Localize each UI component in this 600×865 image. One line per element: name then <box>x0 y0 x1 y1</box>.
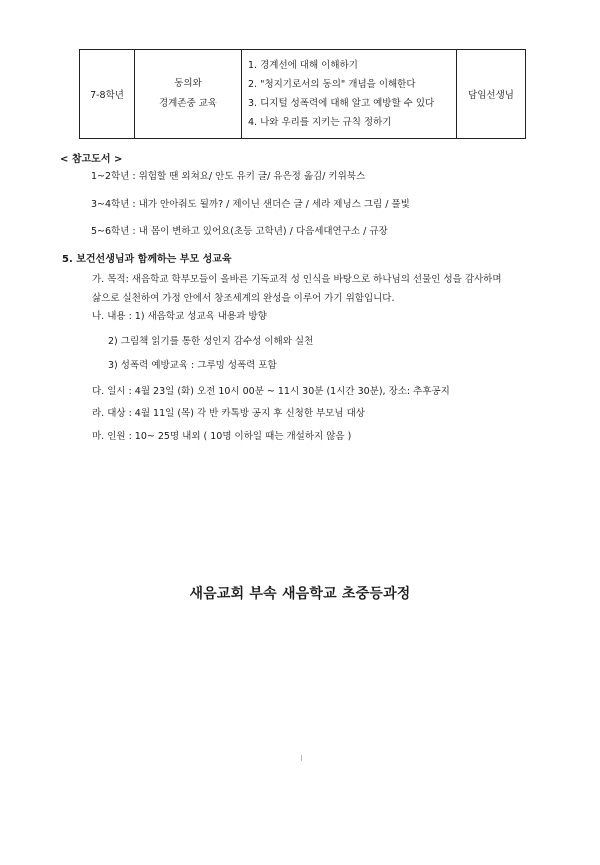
content-item: 4. 나와 우리를 지키는 규칙 정하기 <box>248 117 392 128</box>
content-item: 2. "청지기로서의 동의" 개념을 이해한다 <box>248 79 416 90</box>
content-item: 3. 디지털 성폭력에 대해 알고 예방할 수 있다 <box>248 98 435 109</box>
schedule-line: 다. 일시 : 4월 23일 (화) 오전 10시 00분 ~ 11시 30분 (1시간 30분), 장소: 추후공지 <box>92 386 450 397</box>
content-item: 3) 성폭력 예방교육 : 그루밍 성폭력 포함 <box>108 360 277 371</box>
table-row <box>80 50 526 139</box>
content-item: 1. 경계선에 대해 이해하기 <box>248 60 358 71</box>
scan-mark <box>301 755 302 761</box>
content-item: 나. 내용 : 1) 새음학교 성교육 내용과 방향 <box>92 311 267 322</box>
topic-cell <box>135 50 242 139</box>
purpose-line: 삶으로 실천하여 가정 안에서 창조세계의 완성을 이루어 가기 위함입니다. <box>92 293 395 304</box>
capacity-line: 마. 인원 : 10~ 25명 내외 ( 10명 이하일 때는 개설하지 않음 ) <box>92 431 352 442</box>
teacher-cell: 담임선생님 <box>457 50 526 139</box>
topic-line: 동의와 <box>174 78 202 89</box>
curriculum-table <box>79 49 526 139</box>
contents-cell <box>242 50 457 139</box>
references-title: < 참고도서 > <box>60 154 123 165</box>
reference-item: 1~2학년 : 위험할 땐 외쳐요/ 안도 유키 글/ 유은정 옮김/ 키위북스 <box>91 171 366 182</box>
footer-org-name: 새음교회 부속 새음학교 초중등과정 <box>189 586 411 602</box>
reference-item: 3~4학년 : 내가 안아줘도 될까? / 제이닌 샌더슨 글 / 세라 제닝스 그림 / 풀빛 <box>91 199 410 210</box>
target-line: 라. 대상 : 4월 11일 (목) 각 반 카톡방 공지 후 신청한 부모님 대상 <box>92 408 365 419</box>
purpose-line: 가. 목적: 새음학교 학부모들이 올바른 기독교적 성 인식을 바탕으로 하나님의 선물인 성을 감사하며 <box>92 274 502 285</box>
content-item: 2) 그림책 읽기를 통한 성인지 감수성 이해와 실천 <box>108 336 314 347</box>
reference-item: 5~6학년 : 내 몸이 변하고 있어요(초등 고학년) / 다음세대연구소 / 규장 <box>91 226 388 237</box>
section5-title: 5. 보건선생님과 함께하는 부모 성교육 <box>62 254 232 265</box>
topic-line: 경계존중 교육 <box>158 98 218 109</box>
grade-cell: 7-8학년 <box>80 50 135 139</box>
